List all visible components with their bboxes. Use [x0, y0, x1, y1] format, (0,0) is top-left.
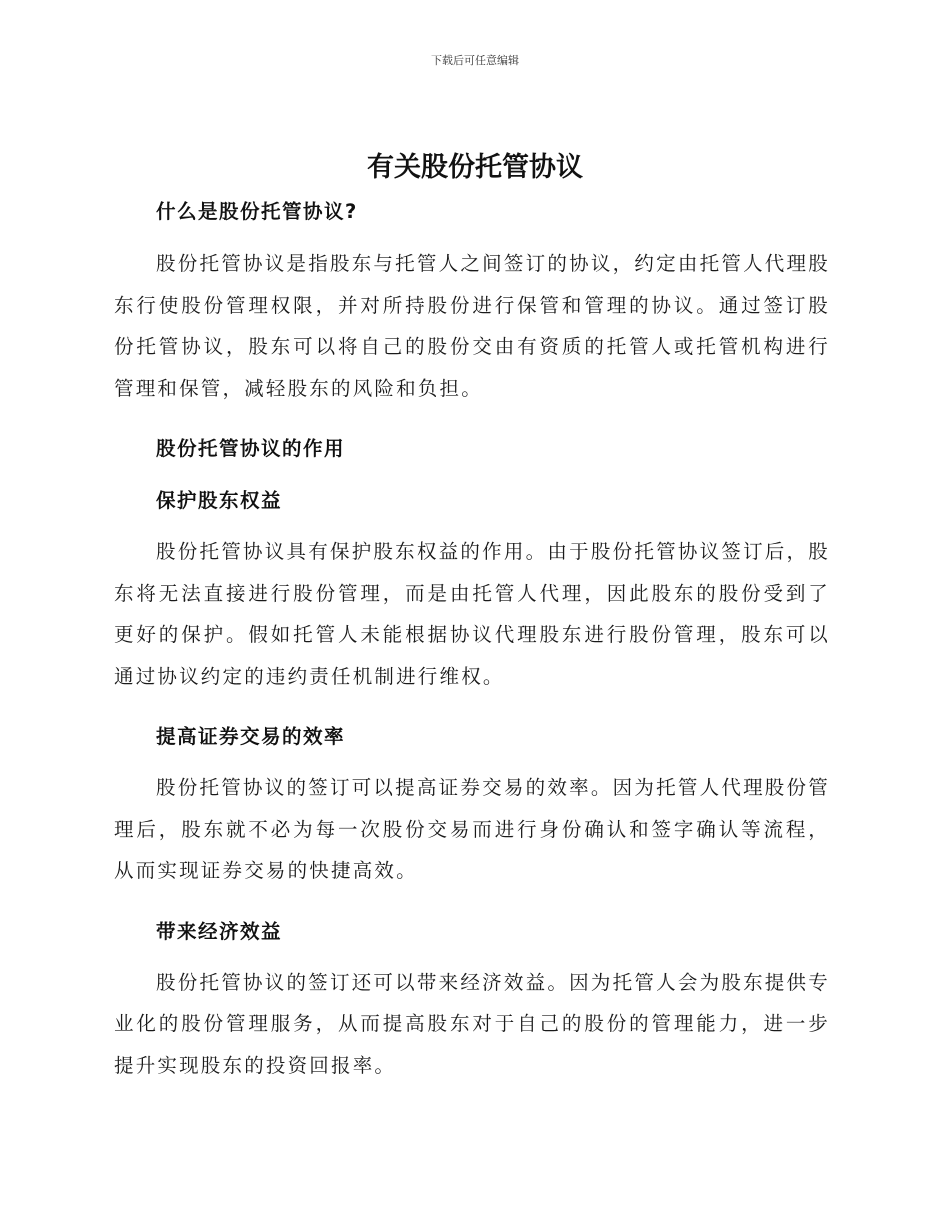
section-heading-what-is: 什么是股份托管协议?: [156, 200, 358, 223]
paragraph-what-is: 股份托管协议是指股东与托管人之间签订的协议，约定由托管人代理股东行使股份管理权限，并对所持股份进行保管和管理的协议。通过签订股份托管协议，股东可以将自己的股份交由有资质的托管人或托管机构进行管理和保管，减轻股东的风险和负担。: [114, 252, 830, 400]
document-body: [114, 194, 830, 1086]
document-title: 有关股份托管协议: [367, 152, 583, 183]
section-heading-efficiency: 提高证券交易的效率: [156, 725, 346, 748]
section-heading-role: 股份托管协议的作用: [156, 437, 346, 460]
section-heading-benefit: 带来经济效益: [156, 919, 283, 943]
section-heading-protect: 保护股东权益: [156, 489, 283, 512]
paragraph-protect: 股份托管协议具有保护股东权益的作用。由于股份托管协议签订后，股东将无法直接进行股份管理，而是由托管人代理，因此股东的股份受到了更好的保护。假如托管人未能根据协议代理股东进行股份管理，股东可以通过协议约定的违约责任机制进行维权。: [114, 540, 830, 688]
paragraph-efficiency: 股份托管协议的签订可以提高证券交易的效率。因为托管人代理股份管理后，股东就不必为每一次股份交易而进行身份确认和签字确认等流程，从而实现证券交易的快捷高效。: [114, 776, 830, 882]
page-header-note: 下载后可任意编辑: [431, 54, 519, 67]
paragraph-benefit: 股份托管协议的签订还可以带来经济效益。因为托管人会为股东提供专业化的股份管理服务，从而提高股东对于自己的股份的管理能力，进一步提升实现股东的投资回报率。: [114, 970, 830, 1077]
